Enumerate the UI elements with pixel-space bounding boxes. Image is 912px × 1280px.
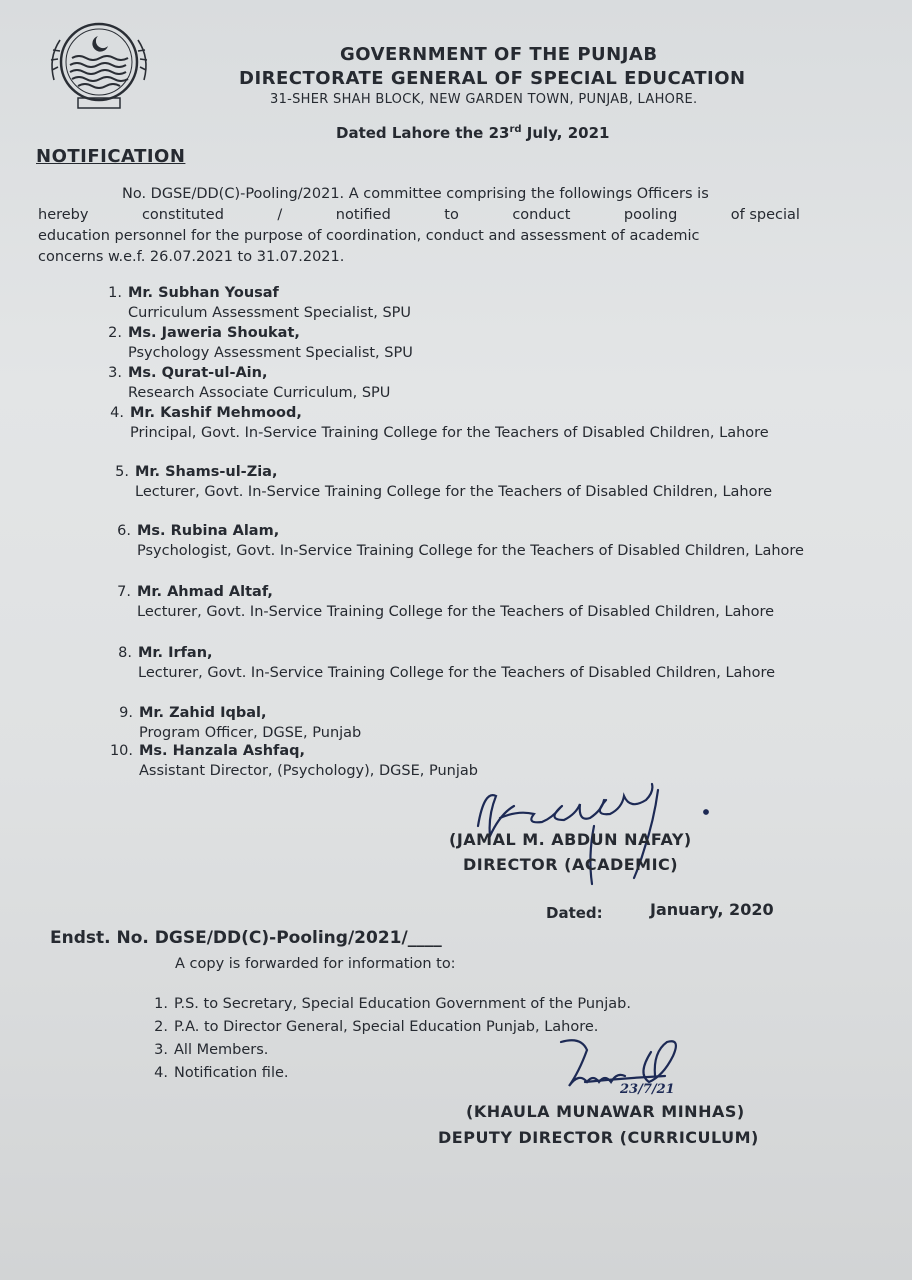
member-name: Ms. Jaweria Shoukat, [128,325,300,341]
notification-title: NOTIFICATION [36,146,186,167]
member-designation: Principal, Govt. In-Service Training College for the Teachers of Disabled Children, Lahore [130,425,769,441]
member-name: Ms. Qurat-ul-Ain, [128,365,268,381]
handwritten-date: 23/7/21 [620,1082,675,1097]
body-line-1: No. DGSE/DD(C)-Pooling/2021. A committee comprising the followings Officers is [122,186,709,202]
body-line-2-word: notified [335,207,391,223]
endst-dated-value: January, 2020 [650,900,774,919]
member-name: Mr. Zahid Iqbal, [139,705,267,721]
member-designation: Psychology Assessment Specialist, SPU [128,345,413,361]
copy-recipient-text: All Members. [174,1042,269,1058]
member-number: 7. [117,584,131,600]
member-name: Mr. Ahmad Altaf, [137,584,273,600]
member-number: 5. [115,464,129,480]
body-line-2-word: conduct [512,207,571,223]
member-name: Ms. Rubina Alam, [137,523,280,539]
body-line-2-word: constituted [141,207,224,223]
header-directorate: DIRECTORATE GENERAL OF SPECIAL EDUCATION [239,68,746,89]
member-number: 4. [110,405,124,421]
body-line-2-word: hereby [38,207,89,223]
member-designation: Psychologist, Govt. In-Service Training College for the Teachers of Disabled Children, Lahore [137,543,804,559]
endst-number: Endst. No. DGSE/DD(C)-Pooling/2021/____ [50,928,442,948]
signatory1-name: (JAMAL M. ABDUN NAFAY) [449,830,692,849]
copy-intro: A copy is forwarded for information to: [175,956,456,972]
member-number: 8. [118,645,132,661]
member-designation: Lecturer, Govt. In-Service Training College for the Teachers of Disabled Children, Lahore [137,604,775,620]
body-line-2-word: to [444,207,459,223]
signatory1-title: DIRECTOR (ACADEMIC) [463,855,679,874]
dated-line: Dated Lahore the 23rd July, 2021 [336,124,610,142]
member-designation: Program Officer, DGSE, Punjab [139,725,362,741]
member-name: Mr. Shams-ul-Zia, [135,464,278,480]
copy-recipient-number: 1. [154,996,168,1012]
header-government: GOVERNMENT OF THE PUNJAB [340,44,658,65]
member-name: Ms. Hanzala Ashfaq, [139,743,306,759]
body-line-2-word: of special [730,207,800,223]
header-address: 31-SHER SHAH BLOCK, NEW GARDEN TOWN, PUNJAB, LAHORE. [270,92,698,107]
endst-dated-label: Dated: [546,904,603,922]
body-line-2 [38,205,800,226]
member-designation: Assistant Director, (Psychology), DGSE, Punjab [139,763,478,779]
copy-recipient-text: P.S. to Secretary, Special Education Government of the Punjab. [174,996,631,1012]
copy-recipient-number: 2. [154,1019,168,1035]
member-designation: Lecturer, Govt. In-Service Training College for the Teachers of Disabled Children, Lahore [138,665,776,681]
body-line-2-word: / [277,207,283,223]
member-number: 2. [108,325,122,341]
body-line-4: concerns w.e.f. 26.07.2021 to 31.07.2021. [38,249,345,265]
member-name: Mr. Kashif Mehmood, [130,405,302,421]
member-designation: Research Associate Curriculum, SPU [128,385,391,401]
member-number: 6. [117,523,131,539]
copy-recipient-text: Notification file. [174,1065,289,1081]
member-designation: Lecturer, Govt. In-Service Training College for the Teachers of Disabled Children, Lahore [135,484,773,500]
punjab-government-logo-icon [42,20,156,112]
signatory2-title: DEPUTY DIRECTOR (CURRICULUM) [438,1128,759,1147]
member-number: 1. [108,285,122,301]
member-name: Mr. Subhan Yousaf [128,285,279,301]
copy-recipient-text: P.A. to Director General, Special Education Punjab, Lahore. [174,1019,599,1035]
member-name: Mr. Irfan, [138,645,213,661]
copy-recipient-number: 4. [154,1065,168,1081]
member-number: 3. [108,365,122,381]
body-line-2-word: pooling [623,207,678,223]
member-number: 10. [109,743,133,759]
deputy-director-signature-icon [555,1030,735,1110]
signatory2-name: (KHAULA MUNAWAR MINHAS) [466,1102,745,1121]
copy-recipient-number: 3. [154,1042,168,1058]
member-designation: Curriculum Assessment Specialist, SPU [128,305,412,321]
body-line-3: education personnel for the purpose of coordination, conduct and assessment of academic [38,228,700,244]
member-number: 9. [119,705,133,721]
